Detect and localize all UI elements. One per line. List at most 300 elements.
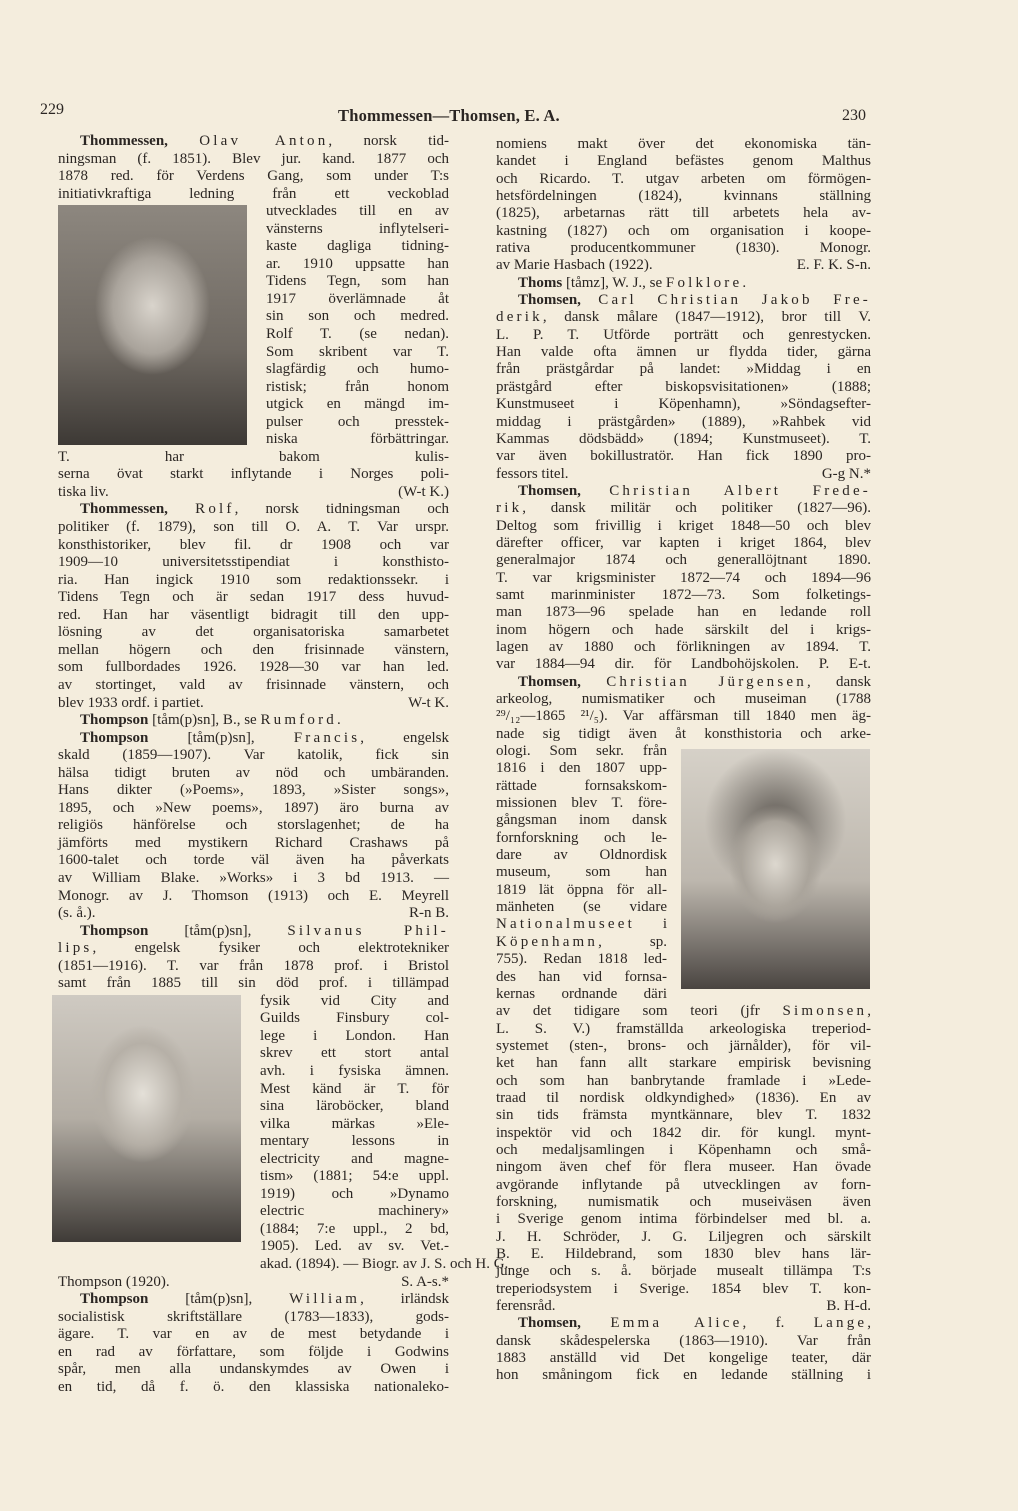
text-line [58,642,449,660]
text: ningom även chef för flera museer. Han övade [496,1159,871,1176]
text-line [496,205,871,222]
text-line [496,674,871,691]
text: junge och s. å. började musealt tillämpa T:s [496,1263,871,1280]
text: Rolf T. (se nedan). [266,326,449,343]
text: 1600-talet och torde väl även ha påverkats [58,852,449,869]
text-line [496,223,871,240]
text: ologi. Som sekr. från [496,743,667,760]
text: 1819 lät öppna för all- [496,881,667,898]
text-line [496,361,871,378]
text: Monogr. av J. Thomson (1913) och E. Meyrell [58,887,449,904]
text: av Marie Hasbach (1922). [496,257,653,274]
text [168,501,195,517]
text: mellan högern och den frisinnade vänstern, [58,641,449,658]
portrait-silvanus-thompson [52,993,242,1257]
text: kaste dagliga tidning- [266,238,449,255]
text: [tåm(p)sn], B., se [148,712,261,729]
text: Kunstmuseet i Köpenhamn), »Söndagsefter- [496,396,871,413]
text-line [58,800,449,818]
text-line [496,570,871,587]
text: Han valde ofta ämnen ur flydda tider, gärna [496,344,871,361]
text: konsthistoriker, blev fil. dr 1908 och var [58,536,449,553]
text: , dansk målare (1847—1912), bror till V. [542,309,871,326]
text: blev 1933 ordf. i partiet. [58,694,204,711]
text: Kammas dödsbädd» (1894; Kunstmuseet). T. [496,430,871,447]
text-line [58,519,449,537]
text: en rad av författare, som följde i Godwins [58,1343,449,1360]
spaced-name: Olav Anton [199,133,329,149]
portrait-photo [58,205,247,445]
text: Guilds Finsbury col- [260,1010,449,1027]
text-line [58,1361,449,1379]
text-line [58,1379,449,1397]
text: forskning, numismatik och museiväsen även [496,1193,871,1210]
headword: Thompson [80,712,149,729]
text: initiativkraftiga ledning från ett veckoblad [58,185,449,202]
headword: Thommessen, [80,501,168,518]
text: avh. i fysiska ämnen. [260,1062,449,1079]
text-line [496,309,871,326]
text: rativa producentkommuner (1830). Monogr. [496,240,871,257]
text-line [58,168,449,186]
text: [tåm(p)sn], [148,729,294,746]
text-line [58,186,449,204]
text-line [496,691,871,708]
text: generalmajor 1874 och generallöjtnant 1890. [496,552,871,569]
text: religiös hänförelse och storslagenhet; de ha [58,817,449,834]
text: , [867,1003,871,1020]
text-line [496,1125,871,1142]
text: , f. [742,1315,814,1332]
text: tism» (1881; 54:e uppl. [260,1168,449,1185]
text-line [58,1309,449,1327]
text-line [58,695,449,713]
spaced-name: Folklore [665,274,743,291]
text: Tidens Tegn och är sedan 1917 dess huvud- [58,589,449,606]
text: electricity and magne- [260,1150,449,1167]
text-line [58,1344,449,1362]
text-line [58,1256,509,1274]
text: Som skribent var T. [266,343,449,360]
entry-text [58,1291,449,1396]
text-line [58,554,449,572]
text-line [496,431,871,448]
text: [tåmz], W. J., se [562,274,666,291]
spaced-name: Nationalmuseet [496,916,635,933]
text: hetsfördelningen (1824), kvinnans ställning [496,188,871,205]
entry-thomsen-emma [496,1315,871,1384]
entry-text [58,923,449,993]
text-line [496,587,871,604]
spaced-name: lips [58,940,93,957]
spaced-name: Christian Albert Frede- [609,482,871,499]
text: i [634,916,667,933]
text: niska förbättringar. [266,431,449,448]
page-number-left: 229 [40,101,64,118]
entry-thompson-silvanus [58,922,509,1291]
entry-thomsen-jurgensen [496,674,871,1316]
text: dare av Oldnordisk [496,847,667,864]
text-line [496,466,871,483]
spaced-name: derik [496,309,543,326]
spaced-name: William [289,1291,361,1308]
spaced-name: Emma Alice [610,1315,743,1332]
text-line [58,1326,449,1344]
text-line [496,1367,871,1384]
text: , sp. [598,933,667,950]
author-signature: E. F. K. S-n. [796,257,871,274]
author-signature: (W-t K.) [398,483,449,500]
text: sin son och medred. [266,308,449,325]
text: red. Han har väsentligt bidragit till den upp- [58,606,449,623]
text-line [496,1315,871,1332]
text: traad til nordisk oldkyndighed» (1836). En av [496,1089,871,1106]
headword: Thompson [80,922,149,939]
text-line [58,923,449,941]
text: mänheten (se vidare [496,899,667,916]
text-line [58,1291,449,1309]
text: inom högern och hade särskilt del i krigs- [496,621,871,638]
text: . [337,712,341,729]
text: kandet i England befästes genom Malthus [496,153,871,170]
text-line [58,940,449,958]
text: man 1873—96 spelade han en ledande roll [496,604,871,621]
text: gångsman inom dansk [496,812,667,829]
text-line [58,765,449,783]
text-line [496,171,871,188]
entry-text [496,136,871,292]
text-line [496,1194,871,1211]
text: ²⁹/₁₂—1865 ²¹/₅). Var affärsman till 1840 men äg- [496,708,871,725]
text: hälsa tidigt bruten av nöd och umbäranden. [58,764,449,781]
text-line [58,466,449,484]
text: pulser och presstek- [266,413,449,430]
text: treperiodsystem i Sverige. 1854 blev T. kon- [496,1280,871,1297]
text: 1878 red. för Verdens Gang, som under T:s [58,168,449,185]
text: Mest känd är T. för [260,1080,449,1097]
text: utgick en mängd im- [266,396,449,413]
author-signature: W-t K. [408,694,449,711]
text-line [496,1090,871,1107]
text: serna övat starkt inflytande i Norges poli- [58,466,449,483]
text-line [496,622,871,639]
text: socialistisk skriftställare (1783—1833), gods- [58,1308,449,1325]
text-line [496,1073,871,1090]
text: 1917 överlämnade åt [266,290,449,307]
text [581,483,609,499]
page-number-right: 230 [842,107,866,124]
text: electric machinery» [260,1203,449,1220]
text-line [496,1246,871,1263]
spaced-name: rik [496,500,523,517]
text-line [58,975,449,993]
text-line [58,501,449,519]
text-line [496,1298,871,1315]
text: därefter officer, var kapten i kriget 1864, blev [496,534,871,551]
text: , engelsk fysiker och elektrotekniker [92,940,449,957]
text-line [496,1107,871,1124]
text-line [58,852,449,870]
text: , [867,1315,872,1332]
left-column [58,133,509,1396]
text: var 1884—94 dir. för Landbohöjskolen. P. E-t. [496,656,871,673]
text: missionen blev T. före- [496,795,667,812]
text-line [496,1263,871,1280]
text [581,674,606,690]
right-column [496,136,871,1385]
text-line [58,870,449,888]
text: (s. å.). [58,905,96,922]
text: ria. Han ingick 1910 som redaktionssekr. i [58,571,449,588]
text-line [496,292,871,309]
text: och medaljsamlingen i Köpenhamn och små- [496,1141,871,1158]
text-line [496,518,871,535]
text: skrev ett stort antal [260,1045,449,1062]
text: nade sig tidigt även åt konsthistoria och arke- [496,725,871,742]
text: 1816 i den 1807 upp- [496,760,667,777]
text-line [496,500,871,517]
author-signature: G-g N.* [821,465,871,482]
text: sina läroböcker, bland [260,1098,449,1115]
text-line [496,1281,871,1298]
text-line [496,656,871,673]
text: , dansk militär och politiker (1827—96). [522,500,871,517]
text-line [58,624,449,642]
spaced-name: Francis [293,729,361,746]
text: systemet (sten-, brons- och järnålder), för vil- [496,1037,871,1054]
text: (1825), arbetarnas rätt till arbetets hela av- [496,205,871,222]
author-signature: R-n B. [408,905,449,922]
text: (1884; 7:e uppl., 2 bd, [260,1220,449,1237]
text: avgörande inflytande på utvecklingen av forn- [496,1176,871,1193]
entry-thommessen-rolf [58,501,449,729]
text: , dansk [806,673,871,690]
text-line [496,1229,871,1246]
text-line [58,484,449,502]
text: utvecklades till en av [266,203,449,220]
text-line [496,396,871,413]
text: som fullbordades 1926. 1928—30 var han led. [58,659,449,676]
text: av stortinget, vald av frisinnade vänstern, och [58,676,449,693]
text-line [496,257,871,274]
text: lege i London. Han [260,1027,449,1044]
text-line [58,133,449,151]
text-line [58,151,449,169]
text: 1905). Led. av sv. Vet.- [260,1238,449,1255]
text: , norsk tid- [328,133,449,149]
text: politiker (f. 1879), son till O. A. T. Var urspr. [58,519,449,536]
text: 1919) och »Dynamo [260,1185,449,1202]
text: middag i prästgården» (1889), »Rahbek vid [496,413,871,430]
text-line [496,188,871,205]
text: 1883 anställd vid Det kongelige teater, där [496,1350,871,1367]
text-line [58,782,449,800]
text-line [496,708,871,725]
text: spår, men alla undanskymdes av Owen i [58,1361,449,1378]
spaced-name: Lange [813,1315,868,1332]
text: L. P. T. Utförde porträtt och genrestycken. [496,326,871,343]
text: ket han fann allt starkare empirisk bevisning [496,1055,871,1072]
portrait-photo [681,749,870,989]
text: 755). Redan 1818 led- [496,951,667,968]
spaced-name: Rolf [195,501,235,518]
spaced-name: Köpenhamn [496,933,599,950]
text-line [58,835,449,853]
text: Deltog som frivillig i kriget 1848—50 och blev [496,517,871,534]
text-line [496,1333,871,1350]
text: inspektör vid och 1842 dir. för kungl. mynt- [496,1124,871,1141]
spaced-name: Silvanus Phil- [287,922,449,939]
text: av William Blake. »Works» i 3 bd 1913. — [58,869,449,886]
text: , norsk tidningsman och [234,501,450,518]
text-line [58,589,449,607]
text: nomiens makt över det ekonomiska tän- [496,136,871,152]
text: kernas ordnande däri [496,985,667,1002]
spaced-name: Simonsen [782,1003,868,1020]
text: fessors titel. [496,465,569,482]
text: lösning av det organisatoriska samarbetet [58,624,449,641]
text-line [496,1055,871,1072]
text: och Ricardo. T. utgav arbeten om förmögen- [496,170,871,187]
headword: Thomsen, [518,292,581,309]
running-head: Thommessen—Thomsen, E. A. [338,106,560,125]
text: . [742,274,747,291]
text-line [496,604,871,621]
text-line [496,240,871,257]
text: ningsman (f. 1851). Blev jur. kand. 1877 och [58,150,449,167]
entry-text [58,730,449,923]
portrait-photo [52,995,241,1242]
text: [tåm(p)sn], [148,922,288,939]
text-line [58,537,449,555]
text-line [58,677,449,695]
text: B. E. Hildebrand, som 1830 blev hans lär- [496,1246,871,1262]
text: var även bokillustratör. Han fick 1890 pro- [496,448,871,465]
text: tiska liv. [58,483,109,500]
text-line [496,344,871,361]
text-line [496,1021,871,1038]
text: T. har bakom kulis- [58,448,449,465]
text-line [496,1038,871,1055]
text-line [496,1211,871,1228]
text-line [58,572,449,590]
spaced-name: Carl Christian Jakob Fre- [598,292,871,309]
text: des han vid fornsa- [496,968,667,985]
text: Thompson (1920). [58,1273,170,1290]
text-line [58,888,449,906]
text-line [496,552,871,569]
entry-thomsen-carl [496,292,871,483]
text-line [496,726,871,743]
text-line [58,607,449,625]
text-line [496,1177,871,1194]
text [168,133,199,149]
text: (1851—1916). T. var från 1878 prof. i Bristol [58,957,449,974]
entry-thompson-william [58,1291,449,1396]
text-line [58,817,449,835]
text-line [496,1142,871,1159]
headword: Thomsen, [518,482,581,499]
text-line [58,1274,449,1292]
entry-text [496,674,871,743]
text: L. S. V.) framställda arkeologiska treperiod- [496,1020,871,1037]
headword: Thoms [518,274,563,291]
spaced-name: Christian Jürgensen [606,673,807,690]
text: prästgård efter biskopsvisitationen» (1888; [496,378,871,395]
entry-thomsen-albert [496,483,871,674]
text: kastning (1827) och om organisation i koope- [496,222,871,239]
text-line [58,449,449,467]
portrait-christian-jurgensen-thomsen [681,743,871,1003]
text: lagen av 1880 och förlikningen av 1894. T. [496,638,871,655]
text: hon småningom fick en ledande ställning i [496,1367,871,1384]
text [581,292,598,308]
text-line [496,153,871,170]
entry-thompson-william-continued [496,136,871,292]
text: en tid, då f. ö. den klassiska nationaleko- [58,1378,449,1395]
text-line [496,483,871,500]
text: ferensråd. [496,1298,556,1315]
text: T. var krigsminister 1872—74 och 1894—96 [496,569,871,586]
text: 1895, och »New poems», 1897) äro burna av [58,799,449,816]
text-line [58,730,449,748]
entry-text [58,133,449,203]
entry-text [496,483,871,674]
text: museum, som han [496,864,667,881]
text: fornforskning och le- [496,829,667,846]
text: i Sverige genom intima förbindelser med bl. a. [496,1211,871,1228]
entry-text [496,292,871,483]
headword: Thompson [80,729,149,746]
text: skald (1859—1907). Var katolik, fick sin [58,747,449,764]
text-line [58,958,449,976]
headword: Thompson [80,1291,149,1308]
text: fysik vid City and [260,992,449,1009]
entry-text [496,1315,871,1384]
text: mentary lessons in [260,1133,449,1150]
text-line [496,448,871,465]
entry-thommessen-olav [58,133,449,501]
entry-text [58,501,449,729]
text: 1909—10 universitetsstipendiat i konsthisto- [58,554,449,571]
text-line [58,659,449,677]
text: samt marinminister 1872—73. Som folketings- [496,586,871,603]
text-line [496,414,871,431]
headword: Thomsen, [518,1315,581,1332]
text [581,1315,610,1331]
text: Tidens Tegn, som han [266,273,449,290]
text: vänsterns inflytelseri- [266,220,449,237]
text: Hans dikter (»Poems», 1893, »Sister songs», [58,782,449,799]
text: slagfärdig och humo- [266,361,449,378]
text-line [58,905,449,923]
text-line [58,712,449,730]
text: vilka märkas »Ele- [260,1115,449,1132]
entry-thompson-francis [58,730,449,923]
spaced-name: Rumford [260,712,338,729]
text: , irländsk [360,1291,449,1308]
text: arkeolog, numismatiker och museiman (1788 [496,691,871,707]
text: [tåm(p)sn], [148,1291,290,1308]
text: ar. 1910 uppsatte han [266,255,449,272]
author-signature: B. H-d. [826,1298,871,1315]
text: ristisk; från honom [266,378,449,395]
text: J. H. Schröder, J. G. Liljegren och särskilt [496,1228,871,1245]
text-line [496,275,871,292]
text: dansk skådespelerska (1863—1910). Var från [496,1332,871,1349]
portrait-olav-thommessen [58,203,248,448]
text: och som han banbrytande framlade i »Lede- [496,1072,871,1089]
